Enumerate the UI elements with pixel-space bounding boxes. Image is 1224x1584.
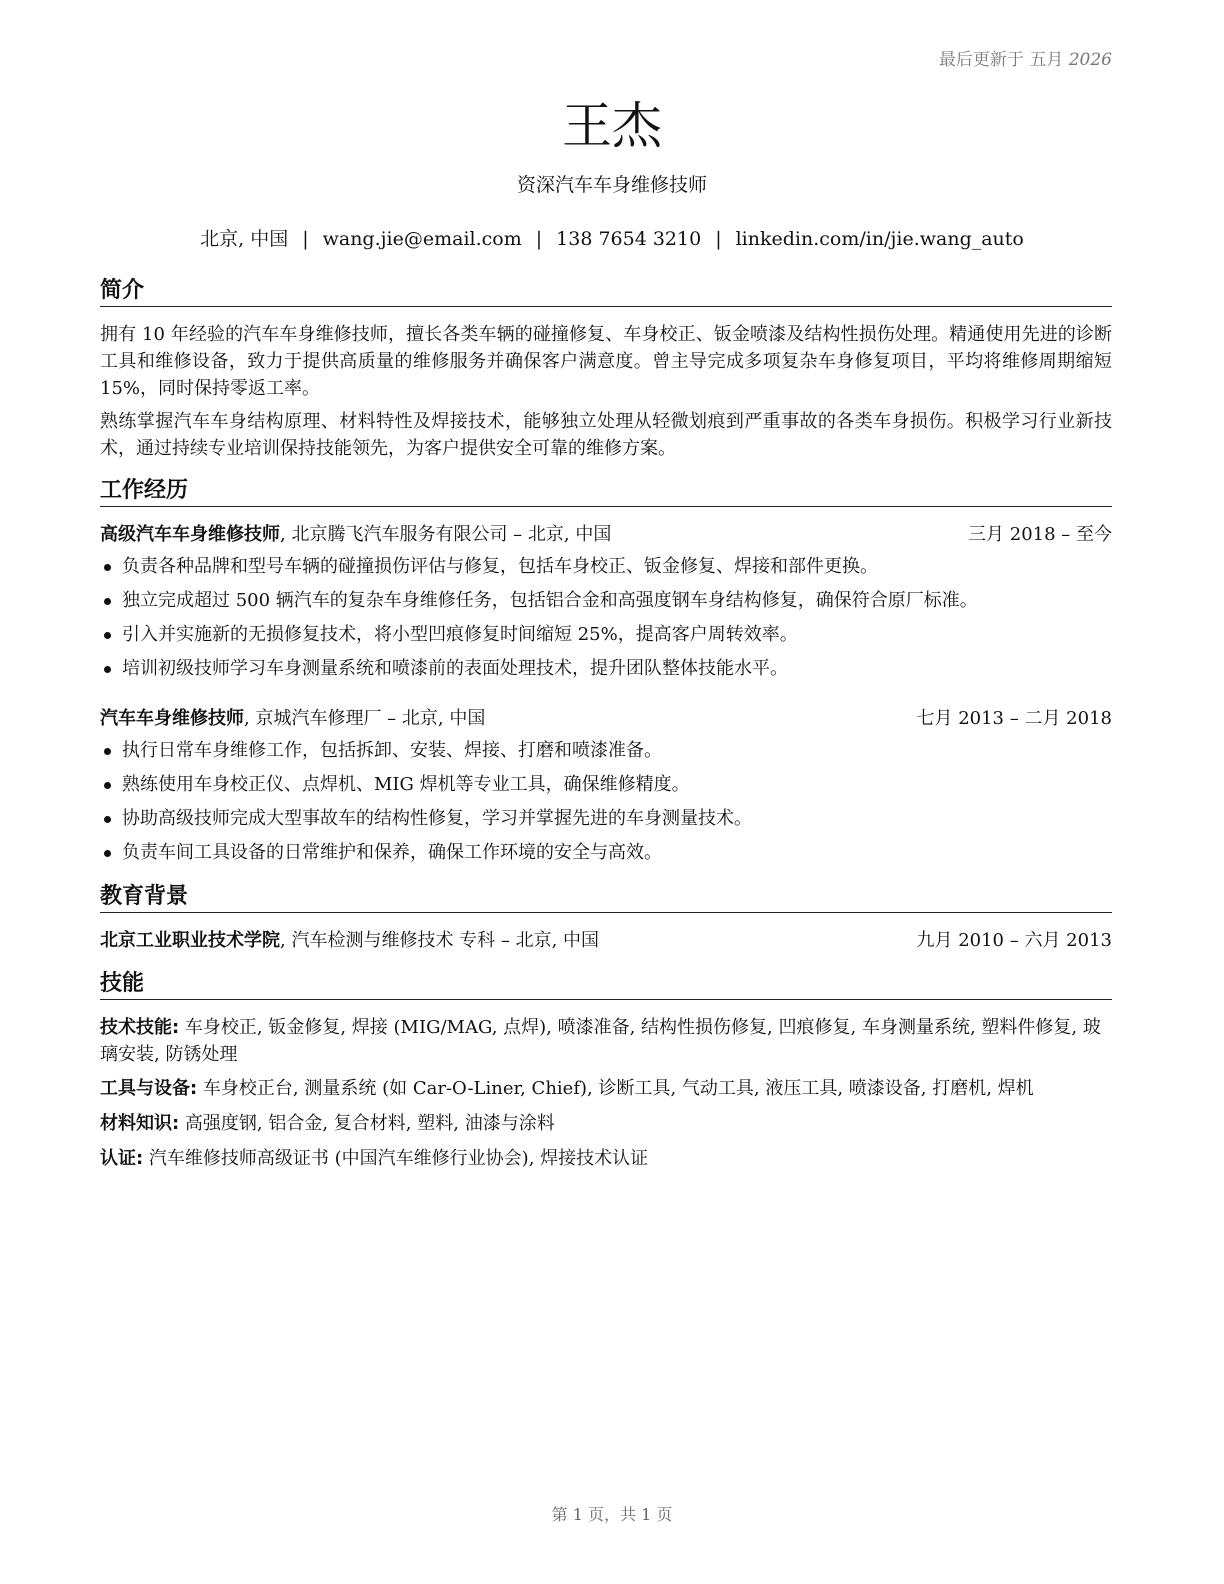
section-title-skills: 技能 bbox=[100, 971, 1112, 1000]
last-updated-year: 2026 bbox=[1068, 50, 1112, 70]
list-item: 熟练使用车身校正仪、点焊机、MIG 焊机等专业工具，确保维修精度。 bbox=[100, 768, 1112, 802]
education-entry bbox=[100, 928, 1112, 954]
separator: | bbox=[715, 228, 722, 250]
section-title-education: 教育背景 bbox=[100, 884, 1112, 913]
skill-label: 材料知识: bbox=[100, 1113, 180, 1134]
skill-text: 车身校正台, 测量系统 (如 Car-O-Liner, Chief), 诊断工具, 气动工具, 液压工具, 喷漆设备, 打磨机, 焊机 bbox=[197, 1078, 1034, 1099]
summary-paragraph: 拥有 10 年经验的汽车车身维修技师，擅长各类车辆的碰撞修复、车身校正、钣金喷漆及结构性损伤处理。精通使用先进的诊断工具和维修设备，致力于提供高质量的维修服务并确保客户满意度。曾主导完成多项复杂车身修复项目，平均将维修周期缩短 15%，同时保持零返工率。 bbox=[100, 324, 1112, 399]
last-updated bbox=[939, 45, 1112, 70]
page-footer: 第 1 页，共 1 页 bbox=[551, 1505, 673, 1524]
location: 北京, 中国 bbox=[200, 228, 289, 250]
list-item: 引入并实施新的无损修复技术，将小型凹痕修复时间缩短 25%，提高客户周转效率。 bbox=[100, 618, 1112, 652]
skill-label: 技术技能: bbox=[100, 1017, 180, 1038]
skill-text: 高强度钢, 铝合金, 复合材料, 塑料, 油漆与涂料 bbox=[179, 1113, 555, 1134]
skill-text: 车身校正, 钣金修复, 焊接 (MIG/MAG, 点焊), 喷漆准备, 结构性损伤修复, 凹痕修复, 车身测量系统, 塑料件修复, 玻璃安装, 防锈处理 bbox=[100, 1017, 1101, 1065]
job-title-line bbox=[100, 706, 485, 732]
email-link[interactable]: wang.jie@email.com bbox=[322, 228, 522, 250]
job-header bbox=[100, 522, 1112, 548]
linkedin-link[interactable]: linkedin.com/in/jie.wang_auto bbox=[735, 228, 1024, 250]
skill-group bbox=[100, 1075, 1112, 1102]
job-header bbox=[100, 706, 1112, 732]
job-role: 高级汽车车身维修技师 bbox=[100, 524, 280, 545]
skill-text: 汽车维修技师高级证书 (中国汽车维修行业协会), 焊接技术认证 bbox=[143, 1148, 649, 1169]
job-org: , 京城汽车修理厂 – 北京, 中国 bbox=[244, 708, 486, 729]
skill-group bbox=[100, 1145, 1112, 1172]
job-dates: 三月 2018 – 至今 bbox=[968, 524, 1112, 545]
list-item: 负责各种品牌和型号车辆的碰撞损伤评估与修复，包括车身校正、钣金修复、焊接和部件更换。 bbox=[100, 550, 1112, 584]
job-title-line bbox=[100, 522, 611, 548]
summary-paragraph: 熟练掌握汽车车身结构原理、材料特性及焊接技术，能够独立处理从轻微划痕到严重事故的各类车身损伤。积极学习行业新技术，通过持续专业培训保持技能领先，为客户提供安全可靠的维修方案。 bbox=[100, 411, 1112, 459]
list-item: 负责车间工具设备的日常维护和保养，确保工作环境的安全与高效。 bbox=[100, 836, 1112, 870]
list-item: 独立完成超过 500 辆汽车的复杂车身维修任务，包括铝合金和高强度钢车身结构修复，确保符合原厂标准。 bbox=[100, 584, 1112, 618]
person-name: 王杰 bbox=[562, 97, 662, 155]
education-line bbox=[100, 928, 599, 954]
section-title-summary: 简介 bbox=[100, 278, 1112, 307]
phone: 138 7654 3210 bbox=[556, 228, 702, 250]
skill-label: 认证: bbox=[100, 1148, 144, 1169]
skill-group bbox=[100, 1014, 1112, 1068]
headline: 资深汽车车身维修技师 bbox=[516, 174, 707, 196]
job-bullets bbox=[100, 550, 1112, 686]
skill-label: 工具与设备: bbox=[100, 1078, 198, 1099]
section-title-experience: 工作经历 bbox=[100, 478, 1112, 507]
last-updated-label: 最后更新于 五月 bbox=[938, 50, 1064, 70]
contact-line bbox=[0, 224, 1224, 251]
skill-group bbox=[100, 1110, 1112, 1137]
list-item: 协助高级技师完成大型事故车的结构性修复，学习并掌握先进的车身测量技术。 bbox=[100, 802, 1112, 836]
separator: | bbox=[302, 228, 309, 250]
job-role: 汽车车身维修技师 bbox=[100, 708, 244, 729]
separator: | bbox=[535, 228, 543, 250]
list-item: 执行日常车身维修工作，包括拆卸、安装、焊接、打磨和喷漆准备。 bbox=[100, 734, 1112, 768]
job-org: , 北京腾飞汽车服务有限公司 – 北京, 中国 bbox=[280, 524, 612, 545]
degree-detail: , 汽车检测与维修技术 专科 – 北京, 中国 bbox=[280, 930, 600, 951]
list-item: 培训初级技师学习车身测量系统和喷漆前的表面处理技术，提升团队整体技能水平。 bbox=[100, 652, 1112, 686]
school-name: 北京工业职业技术学院 bbox=[100, 930, 280, 951]
job-bullets bbox=[100, 734, 1112, 870]
education-dates: 九月 2010 – 六月 2013 bbox=[916, 930, 1112, 951]
job-dates: 七月 2013 – 二月 2018 bbox=[916, 708, 1112, 729]
